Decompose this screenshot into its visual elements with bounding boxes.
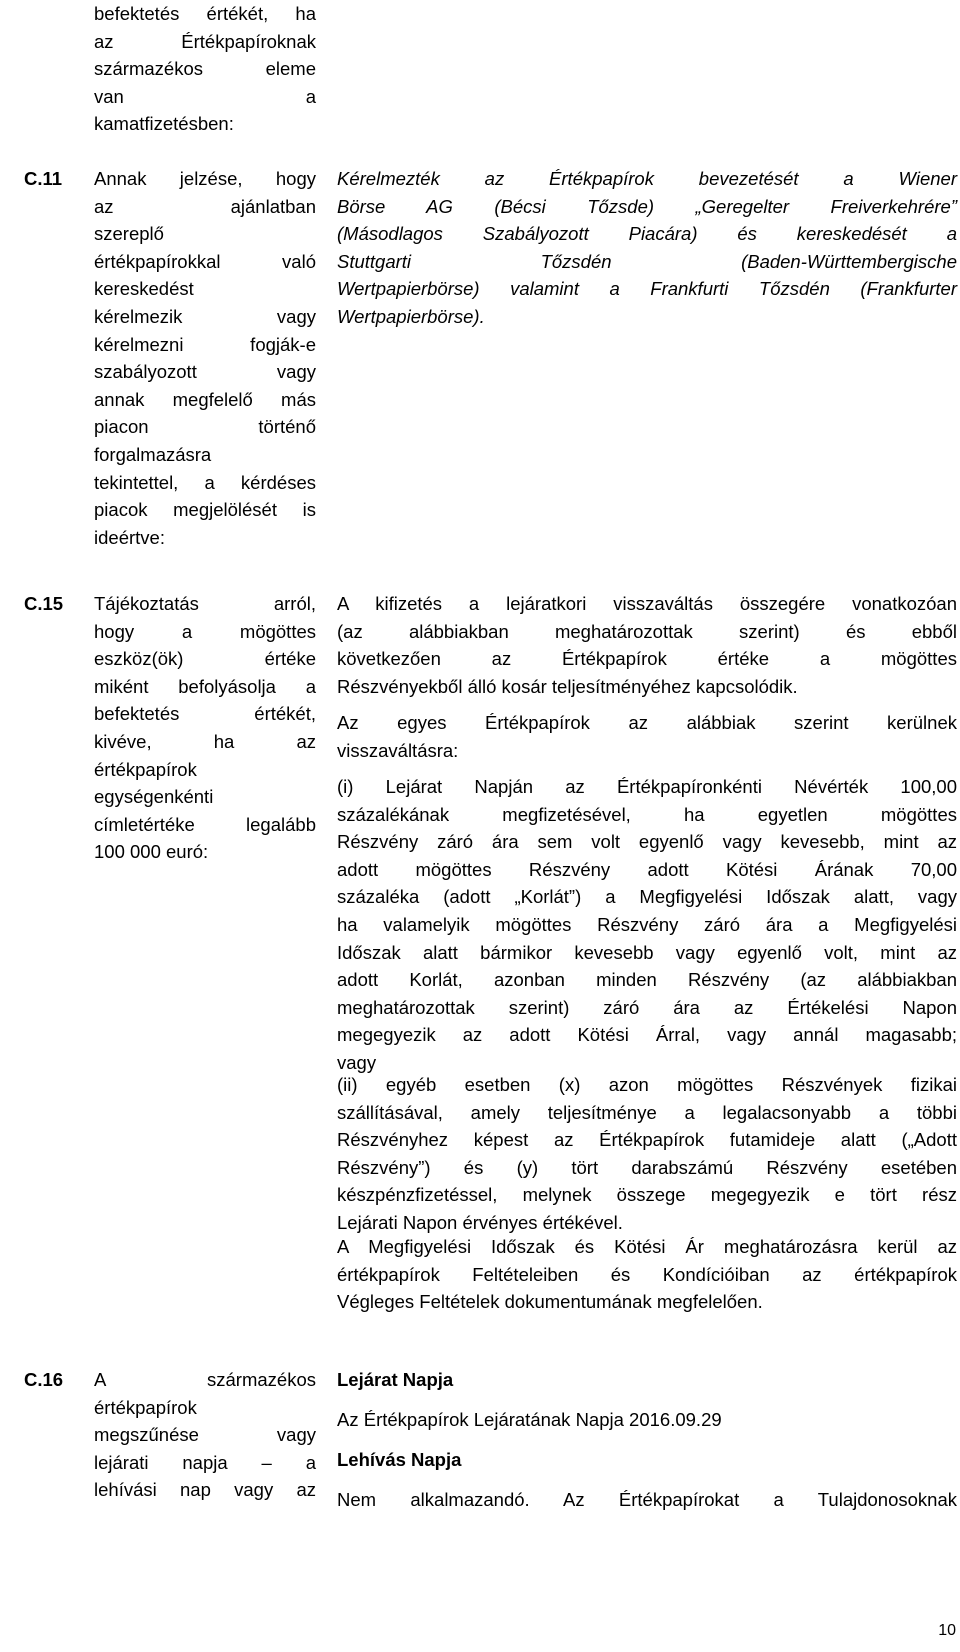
text-line: hogy a mögöttes xyxy=(94,620,316,642)
text-line: címletértéke legalább xyxy=(94,813,316,835)
text-line: Kérelmezték az Értékpapírok bevezetését a Wiener xyxy=(337,168,957,189)
text-line: (ii) egyéb esetben (x) azon mögöttes Részvények fizikai xyxy=(337,1074,957,1095)
text-line: értékpapírok Feltételeiben és Kondícióiban az értékpapírok xyxy=(337,1263,957,1285)
text-line: megegyezik az adott Kötési Árral, vagy annál magasabb; xyxy=(337,1024,957,1046)
text-line: A származékos xyxy=(94,1369,316,1390)
text-line: Részvény záró ára sem volt egyenlő vagy kevesebb, mint az xyxy=(337,831,957,853)
section-code-c11: C.11 xyxy=(24,168,63,189)
text-line: forgalmazásra xyxy=(94,443,212,465)
section-code-c16: C.16 xyxy=(24,1369,64,1390)
top-left-text xyxy=(94,0,316,138)
text-line: Részvényekből álló kosár teljesítményéhez kapcsolódik. xyxy=(337,675,798,697)
text-line: Stuttgarti Tőzsdén (Baden-Württembergische xyxy=(337,250,957,272)
text-line: befektetés értékét, ha xyxy=(94,3,316,24)
text-line: vagy xyxy=(337,1051,377,1073)
c15-paragraph-5 xyxy=(337,1233,957,1316)
text-line: meghatározottak szerint) záró ára az Értékelési Napon xyxy=(337,996,957,1018)
text-line: (Másodlagos Szabályozott Piacára) és kereskedését a xyxy=(337,223,957,245)
text-line: Tájékoztatás arról, xyxy=(94,593,316,614)
text-line: tekintettel, a kérdéses xyxy=(94,471,316,493)
text-line: van a xyxy=(94,85,316,107)
text-line: A Megfigyelési Időszak és Kötési Ár meghatározásra kerül az xyxy=(337,1236,957,1257)
c11-right-text xyxy=(337,165,957,331)
text-line: kereskedést xyxy=(94,278,194,300)
text-line: Annak jelzése, hogy xyxy=(94,168,316,189)
c16-call-text xyxy=(337,1486,957,1514)
text-line: Wertpapierbörse). xyxy=(337,305,485,327)
text-line: kérelmezni fogják-e xyxy=(94,333,316,355)
text-line: ideértve: xyxy=(94,526,165,548)
text-line: (az alábbiakban meghatározottak szerint) és ebből xyxy=(337,620,957,642)
c15-paragraph-4 xyxy=(337,1071,957,1237)
text-line: értékpapírok xyxy=(94,758,197,780)
c15-paragraph-2 xyxy=(337,709,957,764)
c15-paragraph-1 xyxy=(337,590,957,700)
text-line: 100 000 euró: xyxy=(94,841,209,863)
text-line: lejárati napja – a xyxy=(94,1451,316,1473)
c15-paragraph-3 xyxy=(337,773,957,1077)
text-line: kivéve, ha az xyxy=(94,730,316,752)
text-line: származékos eleme xyxy=(94,58,316,80)
text-line: az ajánlatban xyxy=(94,195,316,217)
text-line: befektetés értékét, xyxy=(94,703,316,725)
text-line: értékpapírokkal való xyxy=(94,250,316,272)
text-line: készpénzfizetéssel, melynek összege megegyezik e tört rész xyxy=(337,1184,957,1206)
c16-heading-maturity: Lejárat Napja xyxy=(337,1369,454,1390)
text-line: miként befolyásolja a xyxy=(94,675,316,697)
text-line: szabályozott vagy xyxy=(94,361,316,383)
text-line: A kifizetés a lejáratkori visszaváltás összegére vonatkozóan xyxy=(337,593,957,614)
text-line: Börse AG (Bécsi Tőzsde) „Geregelter Freiverkehrére” xyxy=(337,195,957,217)
text-line: egységenkénti xyxy=(94,786,214,808)
text-line: eszköz(ök) értéke xyxy=(94,648,316,670)
text-line: lehívási nap vagy az xyxy=(94,1479,316,1501)
text-line: százaléka (adott „Korlát”) a Megfigyelési Időszak alatt, vagy xyxy=(337,886,957,908)
text-line: Nem alkalmazandó. Az Értékpapírokat a Tulajdonosoknak xyxy=(337,1489,957,1510)
text-line: piacon történő xyxy=(94,416,316,438)
text-line: ha valamelyik mögöttes Részvény záró ára a Megfigyelési xyxy=(337,913,957,935)
text-line: Részvényhez képest az Értékpapírok futamideje alatt („Adott xyxy=(337,1129,957,1151)
text-line: Végleges Feltételek dokumentumának megfelelően. xyxy=(337,1291,763,1313)
text-line: szereplő xyxy=(94,223,164,245)
c16-heading-call: Lehívás Napja xyxy=(337,1449,462,1470)
c16-maturity-date: Az Értékpapírok Lejáratának Napja 2016.09.29 xyxy=(337,1409,722,1430)
text-line: kérelmezik vagy xyxy=(94,305,316,327)
text-line: értékpapírok xyxy=(94,1396,197,1418)
c11-left-text xyxy=(94,165,316,551)
section-code-c15: C.15 xyxy=(24,593,64,614)
text-line: szállításával, amely teljesítménye a legalacsonyabb a többi xyxy=(337,1101,957,1123)
text-line: Időszak alatt bármikor kevesebb vagy egyenlő volt, mint az xyxy=(337,941,957,963)
page-number: 10 xyxy=(938,1622,956,1639)
text-line: megszűnése vagy xyxy=(94,1424,316,1446)
text-line: Wertpapierbörse) valamint a Frankfurti Tőzsdén (Frankfurter xyxy=(337,278,957,300)
text-line: kamatfizetésben: xyxy=(94,113,234,135)
text-line: (i) Lejárat Napján az Értékpapíronkénti Névérték 100,00 xyxy=(337,776,957,797)
text-line: piacok megjelölését is xyxy=(94,499,316,521)
text-line: Lejárati Napon érvényes értékével. xyxy=(337,1211,623,1233)
text-line: visszaváltásra: xyxy=(337,739,459,761)
c15-left-text xyxy=(94,590,316,866)
c16-left-text xyxy=(94,1366,316,1504)
text-line: következően az Értékpapírok értéke a mögöttes xyxy=(337,648,957,670)
text-line: Részvény”) és (y) tört darabszámú Részvény esetében xyxy=(337,1156,957,1178)
text-line: adott mögöttes Részvény adott Kötési Árának 70,00 xyxy=(337,858,957,880)
text-line: annak megfelelő más xyxy=(94,388,316,410)
text-line: adott Korlát, azonban minden Részvény (az alábbiakban xyxy=(337,969,957,991)
text-line: az Értékpapíroknak xyxy=(94,30,316,52)
text-line: Az egyes Értékpapírok az alábbiak szerint kerülnek xyxy=(337,712,957,733)
text-line: százalékának megfizetésével, ha egyetlen mögöttes xyxy=(337,803,957,825)
